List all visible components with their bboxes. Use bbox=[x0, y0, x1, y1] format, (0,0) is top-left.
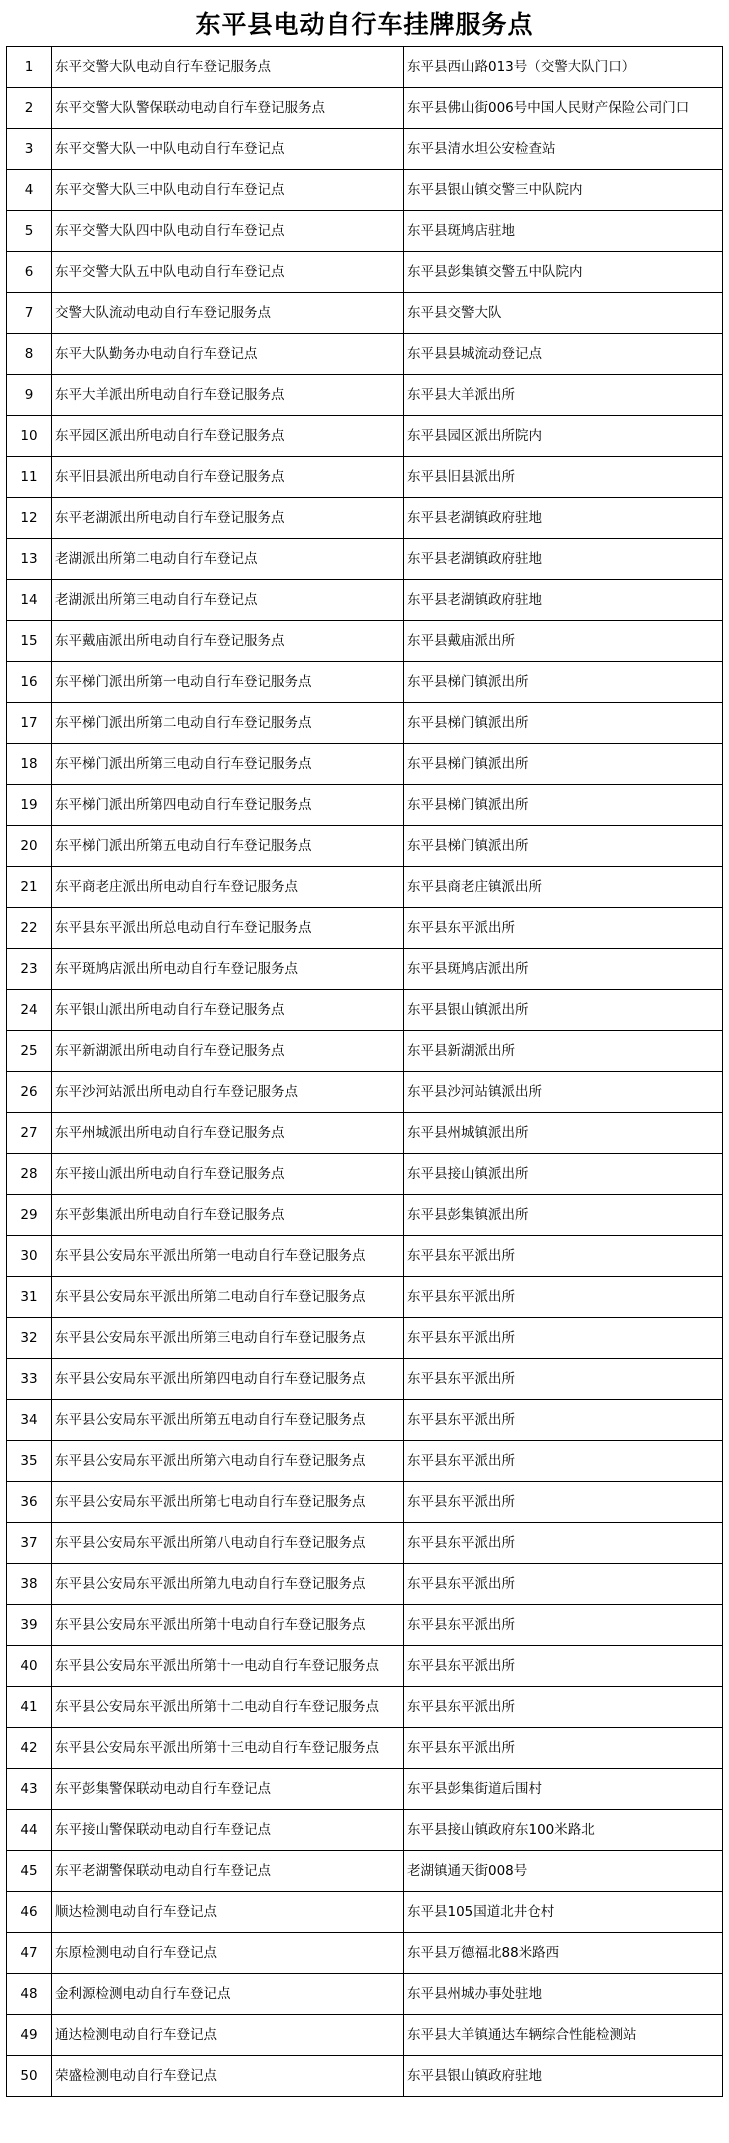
table-row bbox=[7, 170, 723, 211]
table-row bbox=[7, 416, 723, 457]
service-point-address: 东平县梯门镇派出所 bbox=[404, 785, 723, 826]
row-number: 41 bbox=[7, 1687, 52, 1728]
row-number: 22 bbox=[7, 908, 52, 949]
service-point-address: 东平县园区派出所院内 bbox=[404, 416, 723, 457]
service-point-address: 东平县银山镇派出所 bbox=[404, 990, 723, 1031]
row-number: 24 bbox=[7, 990, 52, 1031]
row-number: 35 bbox=[7, 1441, 52, 1482]
service-point-address: 东平县东平派出所 bbox=[404, 1687, 723, 1728]
service-point-address: 东平县斑鸠店驻地 bbox=[404, 211, 723, 252]
service-point-name: 东平州城派出所电动自行车登记服务点 bbox=[52, 1113, 404, 1154]
service-point-address: 东平县东平派出所 bbox=[404, 1728, 723, 1769]
table-row bbox=[7, 88, 723, 129]
row-number: 14 bbox=[7, 580, 52, 621]
service-point-address: 东平县接山镇政府东100米路北 bbox=[404, 1810, 723, 1851]
service-point-name: 东平彭集警保联动电动自行车登记点 bbox=[52, 1769, 404, 1810]
service-point-address: 东平县清水坦公安检查站 bbox=[404, 129, 723, 170]
table-row bbox=[7, 703, 723, 744]
service-point-address: 东平县县城流动登记点 bbox=[404, 334, 723, 375]
table-row bbox=[7, 293, 723, 334]
service-point-name: 东平大队勤务办电动自行车登记点 bbox=[52, 334, 404, 375]
service-point-address: 东平县新湖派出所 bbox=[404, 1031, 723, 1072]
service-point-name: 东平彭集派出所电动自行车登记服务点 bbox=[52, 1195, 404, 1236]
row-number: 31 bbox=[7, 1277, 52, 1318]
row-number: 48 bbox=[7, 1974, 52, 2015]
table-row bbox=[7, 2056, 723, 2097]
table-row bbox=[7, 1359, 723, 1400]
row-number: 5 bbox=[7, 211, 52, 252]
table-row bbox=[7, 457, 723, 498]
service-point-address: 东平县州城镇派出所 bbox=[404, 1113, 723, 1154]
table-row bbox=[7, 2015, 723, 2056]
service-point-address: 东平县彭集镇交警五中队院内 bbox=[404, 252, 723, 293]
row-number: 49 bbox=[7, 2015, 52, 2056]
table-row bbox=[7, 580, 723, 621]
service-point-name: 东平县公安局东平派出所第一电动自行车登记服务点 bbox=[52, 1236, 404, 1277]
page-title: 东平县电动自行车挂牌服务点 bbox=[195, 10, 534, 39]
service-point-name: 东平县公安局东平派出所第十二电动自行车登记服务点 bbox=[52, 1687, 404, 1728]
row-number: 18 bbox=[7, 744, 52, 785]
service-point-address: 东平县老湖镇政府驻地 bbox=[404, 498, 723, 539]
service-point-name: 东平交警大队四中队电动自行车登记点 bbox=[52, 211, 404, 252]
service-point-name: 东平县公安局东平派出所第七电动自行车登记服务点 bbox=[52, 1482, 404, 1523]
table-row bbox=[7, 1523, 723, 1564]
service-point-address: 东平县东平派出所 bbox=[404, 1605, 723, 1646]
row-number: 6 bbox=[7, 252, 52, 293]
table-row bbox=[7, 1236, 723, 1277]
table-row bbox=[7, 1646, 723, 1687]
service-point-address: 东平县东平派出所 bbox=[404, 908, 723, 949]
service-point-name: 东平旧县派出所电动自行车登记服务点 bbox=[52, 457, 404, 498]
row-number: 27 bbox=[7, 1113, 52, 1154]
table-row bbox=[7, 949, 723, 990]
row-number: 39 bbox=[7, 1605, 52, 1646]
row-number: 36 bbox=[7, 1482, 52, 1523]
row-number: 30 bbox=[7, 1236, 52, 1277]
service-point-address: 东平县佛山街006号中国人民财产保险公司门口 bbox=[404, 88, 723, 129]
row-number: 11 bbox=[7, 457, 52, 498]
service-point-name: 东平交警大队警保联动电动自行车登记服务点 bbox=[52, 88, 404, 129]
table-row bbox=[7, 1318, 723, 1359]
table-row bbox=[7, 1400, 723, 1441]
table-row bbox=[7, 1277, 723, 1318]
table-row bbox=[7, 826, 723, 867]
service-point-address: 东平县东平派出所 bbox=[404, 1318, 723, 1359]
service-point-address: 东平县东平派出所 bbox=[404, 1646, 723, 1687]
service-point-name: 东平接山派出所电动自行车登记服务点 bbox=[52, 1154, 404, 1195]
service-point-address: 东平县老湖镇政府驻地 bbox=[404, 580, 723, 621]
row-number: 2 bbox=[7, 88, 52, 129]
table-row bbox=[7, 1892, 723, 1933]
table-row bbox=[7, 1072, 723, 1113]
service-point-name: 东平梯门派出所第四电动自行车登记服务点 bbox=[52, 785, 404, 826]
service-point-address: 东平县东平派出所 bbox=[404, 1400, 723, 1441]
service-point-name: 老湖派出所第二电动自行车登记点 bbox=[52, 539, 404, 580]
table-row bbox=[7, 662, 723, 703]
table-row bbox=[7, 785, 723, 826]
service-point-name: 东平交警大队一中队电动自行车登记点 bbox=[52, 129, 404, 170]
service-point-address: 东平县斑鸠店派出所 bbox=[404, 949, 723, 990]
table-row bbox=[7, 908, 723, 949]
service-point-address: 东平县梯门镇派出所 bbox=[404, 703, 723, 744]
service-point-name: 东平县公安局东平派出所第十三电动自行车登记服务点 bbox=[52, 1728, 404, 1769]
service-point-name: 老湖派出所第三电动自行车登记点 bbox=[52, 580, 404, 621]
row-number: 1 bbox=[7, 47, 52, 88]
row-number: 13 bbox=[7, 539, 52, 580]
service-point-name: 东平梯门派出所第三电动自行车登记服务点 bbox=[52, 744, 404, 785]
table-row bbox=[7, 1974, 723, 2015]
service-point-address: 东平县老湖镇政府驻地 bbox=[404, 539, 723, 580]
service-point-name: 东平县公安局东平派出所第十电动自行车登记服务点 bbox=[52, 1605, 404, 1646]
service-point-address: 东平县接山镇派出所 bbox=[404, 1154, 723, 1195]
row-number: 45 bbox=[7, 1851, 52, 1892]
table-row bbox=[7, 498, 723, 539]
table-row bbox=[7, 1564, 723, 1605]
service-point-name: 东平接山警保联动电动自行车登记点 bbox=[52, 1810, 404, 1851]
service-point-name: 金利源检测电动自行车登记点 bbox=[52, 1974, 404, 2015]
table-row bbox=[7, 539, 723, 580]
service-point-name: 东平交警大队电动自行车登记服务点 bbox=[52, 47, 404, 88]
service-point-name: 东平银山派出所电动自行车登记服务点 bbox=[52, 990, 404, 1031]
row-number: 34 bbox=[7, 1400, 52, 1441]
service-point-name: 东平梯门派出所第一电动自行车登记服务点 bbox=[52, 662, 404, 703]
table-row bbox=[7, 1195, 723, 1236]
service-point-name: 东平沙河站派出所电动自行车登记服务点 bbox=[52, 1072, 404, 1113]
service-point-name: 东原检测电动自行车登记点 bbox=[52, 1933, 404, 1974]
service-point-address: 东平县彭集镇派出所 bbox=[404, 1195, 723, 1236]
row-number: 33 bbox=[7, 1359, 52, 1400]
service-point-address: 东平县万德福北88米路西 bbox=[404, 1933, 723, 1974]
service-point-table bbox=[6, 46, 723, 2097]
service-point-address: 东平县东平派出所 bbox=[404, 1441, 723, 1482]
table-row bbox=[7, 47, 723, 88]
service-point-name: 东平戴庙派出所电动自行车登记服务点 bbox=[52, 621, 404, 662]
table-row bbox=[7, 1933, 723, 1974]
row-number: 20 bbox=[7, 826, 52, 867]
service-point-address: 东平县彭集街道后围村 bbox=[404, 1769, 723, 1810]
service-point-name: 东平县公安局东平派出所第十一电动自行车登记服务点 bbox=[52, 1646, 404, 1687]
service-point-address: 东平县旧县派出所 bbox=[404, 457, 723, 498]
row-number: 8 bbox=[7, 334, 52, 375]
row-number: 3 bbox=[7, 129, 52, 170]
service-point-name: 东平交警大队五中队电动自行车登记点 bbox=[52, 252, 404, 293]
row-number: 43 bbox=[7, 1769, 52, 1810]
service-point-address: 东平县东平派出所 bbox=[404, 1277, 723, 1318]
service-point-name: 东平县公安局东平派出所第八电动自行车登记服务点 bbox=[52, 1523, 404, 1564]
table-row bbox=[7, 1154, 723, 1195]
row-number: 17 bbox=[7, 703, 52, 744]
service-point-address: 东平县东平派出所 bbox=[404, 1359, 723, 1400]
table-row bbox=[7, 1482, 723, 1523]
service-point-address: 东平县东平派出所 bbox=[404, 1236, 723, 1277]
service-point-name: 东平县公安局东平派出所第四电动自行车登记服务点 bbox=[52, 1359, 404, 1400]
row-number: 50 bbox=[7, 2056, 52, 2097]
row-number: 7 bbox=[7, 293, 52, 334]
service-point-name: 荣盛检测电动自行车登记点 bbox=[52, 2056, 404, 2097]
row-number: 10 bbox=[7, 416, 52, 457]
row-number: 46 bbox=[7, 1892, 52, 1933]
row-number: 40 bbox=[7, 1646, 52, 1687]
table-row bbox=[7, 990, 723, 1031]
row-number: 19 bbox=[7, 785, 52, 826]
table-row bbox=[7, 1113, 723, 1154]
service-point-name: 东平商老庄派出所电动自行车登记服务点 bbox=[52, 867, 404, 908]
service-point-address: 东平县东平派出所 bbox=[404, 1564, 723, 1605]
service-point-name: 东平县公安局东平派出所第五电动自行车登记服务点 bbox=[52, 1400, 404, 1441]
row-number: 28 bbox=[7, 1154, 52, 1195]
service-point-name: 东平县公安局东平派出所第六电动自行车登记服务点 bbox=[52, 1441, 404, 1482]
service-point-address: 东平县州城办事处驻地 bbox=[404, 1974, 723, 2015]
row-number: 21 bbox=[7, 867, 52, 908]
service-point-address: 东平县梯门镇派出所 bbox=[404, 744, 723, 785]
row-number: 38 bbox=[7, 1564, 52, 1605]
row-number: 44 bbox=[7, 1810, 52, 1851]
service-point-name: 东平新湖派出所电动自行车登记服务点 bbox=[52, 1031, 404, 1072]
service-point-name: 东平梯门派出所第五电动自行车登记服务点 bbox=[52, 826, 404, 867]
table-row bbox=[7, 375, 723, 416]
service-point-name: 东平县东平派出所总电动自行车登记服务点 bbox=[52, 908, 404, 949]
row-number: 29 bbox=[7, 1195, 52, 1236]
service-point-address: 东平县梯门镇派出所 bbox=[404, 662, 723, 703]
service-point-name: 东平县公安局东平派出所第九电动自行车登记服务点 bbox=[52, 1564, 404, 1605]
service-point-address: 东平县银山镇政府驻地 bbox=[404, 2056, 723, 2097]
service-point-address: 东平县东平派出所 bbox=[404, 1523, 723, 1564]
row-number: 4 bbox=[7, 170, 52, 211]
table-row bbox=[7, 252, 723, 293]
service-point-name: 东平县公安局东平派出所第三电动自行车登记服务点 bbox=[52, 1318, 404, 1359]
service-point-address: 东平县商老庄镇派出所 bbox=[404, 867, 723, 908]
service-point-name: 东平老湖警保联动电动自行车登记点 bbox=[52, 1851, 404, 1892]
service-point-address: 东平县梯门镇派出所 bbox=[404, 826, 723, 867]
service-point-address: 东平县大羊镇通达车辆综合性能检测站 bbox=[404, 2015, 723, 2056]
service-point-address: 东平县西山路013号（交警大队门口） bbox=[404, 47, 723, 88]
service-point-name: 东平园区派出所电动自行车登记服务点 bbox=[52, 416, 404, 457]
row-number: 32 bbox=[7, 1318, 52, 1359]
table-row bbox=[7, 744, 723, 785]
table-row bbox=[7, 621, 723, 662]
table-row bbox=[7, 334, 723, 375]
service-point-address: 东平县沙河站镇派出所 bbox=[404, 1072, 723, 1113]
row-number: 42 bbox=[7, 1728, 52, 1769]
row-number: 23 bbox=[7, 949, 52, 990]
service-point-name: 顺达检测电动自行车登记点 bbox=[52, 1892, 404, 1933]
row-number: 37 bbox=[7, 1523, 52, 1564]
table-row bbox=[7, 211, 723, 252]
table-row bbox=[7, 1851, 723, 1892]
service-point-name: 东平大羊派出所电动自行车登记服务点 bbox=[52, 375, 404, 416]
table-row bbox=[7, 1810, 723, 1851]
service-point-address: 东平县105国道北井仓村 bbox=[404, 1892, 723, 1933]
row-number: 25 bbox=[7, 1031, 52, 1072]
service-point-address: 东平县银山镇交警三中队院内 bbox=[404, 170, 723, 211]
service-point-address: 东平县大羊派出所 bbox=[404, 375, 723, 416]
table-body bbox=[7, 47, 723, 2097]
service-point-address: 老湖镇通天街008号 bbox=[404, 1851, 723, 1892]
table-row bbox=[7, 1728, 723, 1769]
row-number: 26 bbox=[7, 1072, 52, 1113]
service-point-name: 东平斑鸠店派出所电动自行车登记服务点 bbox=[52, 949, 404, 990]
service-point-address: 东平县戴庙派出所 bbox=[404, 621, 723, 662]
service-point-address: 东平县东平派出所 bbox=[404, 1482, 723, 1523]
service-point-name: 东平老湖派出所电动自行车登记服务点 bbox=[52, 498, 404, 539]
table-row bbox=[7, 129, 723, 170]
table-row bbox=[7, 1031, 723, 1072]
service-point-name: 东平梯门派出所第二电动自行车登记服务点 bbox=[52, 703, 404, 744]
table-row bbox=[7, 1769, 723, 1810]
table-row bbox=[7, 1441, 723, 1482]
row-number: 47 bbox=[7, 1933, 52, 1974]
row-number: 15 bbox=[7, 621, 52, 662]
table-row bbox=[7, 1605, 723, 1646]
row-number: 16 bbox=[7, 662, 52, 703]
row-number: 12 bbox=[7, 498, 52, 539]
service-point-name: 通达检测电动自行车登记点 bbox=[52, 2015, 404, 2056]
service-point-address: 东平县交警大队 bbox=[404, 293, 723, 334]
table-row bbox=[7, 1687, 723, 1728]
row-number: 9 bbox=[7, 375, 52, 416]
service-point-name: 东平交警大队三中队电动自行车登记点 bbox=[52, 170, 404, 211]
table-row bbox=[7, 867, 723, 908]
service-point-name: 交警大队流动电动自行车登记服务点 bbox=[52, 293, 404, 334]
service-point-name: 东平县公安局东平派出所第二电动自行车登记服务点 bbox=[52, 1277, 404, 1318]
